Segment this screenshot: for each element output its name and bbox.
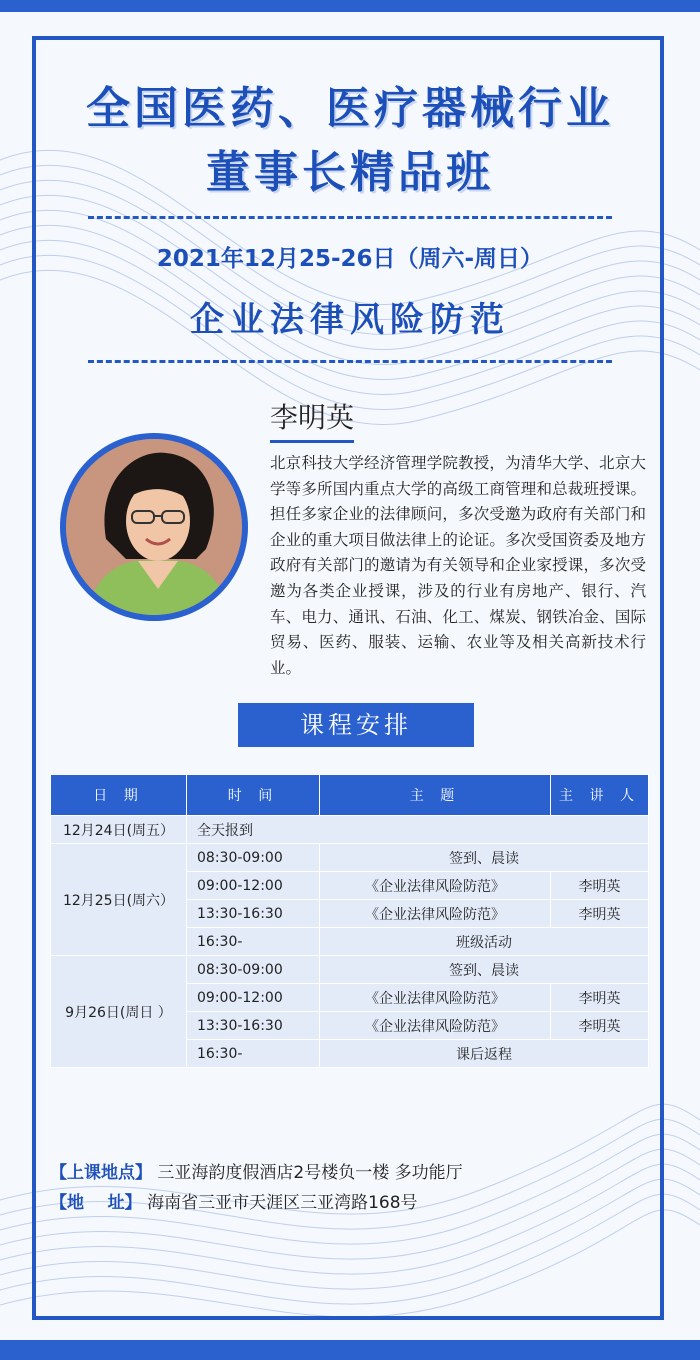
topic-cell: 《企业法律风险防范》 [320,872,551,900]
time-cell: 09:00-12:00 [187,872,320,900]
table-row [51,956,649,984]
address-label: 【地 址】 [50,1193,142,1213]
header-time: 时 间 [187,775,320,816]
time-cell: 08:30-09:00 [187,956,320,984]
speaker-cell: 李明英 [551,900,649,928]
title-line-1: 全国医药、医疗器械行业 [86,83,614,134]
topic-cell: 《企业法律风险防范》 [320,984,551,1012]
topic-cell: 课后返程 [320,1040,649,1068]
speaker-cell: 李明英 [551,872,649,900]
venue-label: 【上课地点】 [50,1163,152,1183]
speaker-bio: 北京科技大学经济管理学院教授，为清华大学、北京大学等多所国内重点大学的高级工商管理和总裁班授课。担任多家企业的法律顾问，多次受邀为政府有关部门和企业的重大项目做法律上的论证。多次受国资委及地方政府有关部门的邀请为有关领导和企业家授课，多次受邀为各类企业授课，涉及的行业有房地产、银行、汽车、电力、通讯、石油、化工、煤炭、钢铁冶金、国际贸易、医药、服装、运输、农业等及相关高新技术行业。 [270,454,646,677]
time-cell: 16:30- [187,1040,320,1068]
date-cell: 12月24日(周五） [51,816,187,844]
time-cell: 09:00-12:00 [187,984,320,1012]
title-line-2: 董事长精品班 [206,147,494,198]
event-date: 2021年12月25-26日（周六-周日） [156,246,544,272]
topic-cell: 班级活动 [320,928,649,956]
venue-value: 三亚海韵度假酒店2号楼负一楼 多功能厅 [157,1163,463,1183]
time-cell: 13:30-16:30 [187,1012,320,1040]
date-cell: 9月26日(周日 ） [51,956,187,1068]
divider-top [88,216,612,219]
schedule-header-row [51,775,649,816]
topic-cell: 《企业法律风险防范》 [320,900,551,928]
speaker-name: 李明英 [270,396,354,443]
table-row [51,816,649,844]
time-cell: 13:30-16:30 [187,900,320,928]
course-topic: 企业法律风险防范 [190,300,510,340]
divider-bottom [88,360,612,363]
date-cell: 12月25日(周六） [51,844,187,956]
speaker-portrait-icon [66,439,242,615]
speaker-avatar [60,433,248,621]
header-topic: 主 题 [320,775,551,816]
speaker-cell: 李明英 [551,1012,649,1040]
topic-cell: 签到、晨读 [320,844,649,872]
header-date: 日 期 [51,775,187,816]
time-cell: 08:30-09:00 [187,844,320,872]
table-row [51,844,649,872]
bottom-edge-band [0,1340,700,1360]
header-speaker: 主 讲 人 [551,775,649,816]
topic-cell: 签到、晨读 [320,956,649,984]
schedule-heading: 课程安排 [238,703,474,747]
address-line [50,1188,418,1213]
address-value: 海南省三亚市天涯区三亚湾路168号 [147,1193,418,1213]
venue-line [50,1158,463,1183]
topic-cell: 《企业法律风险防范》 [320,1012,551,1040]
schedule-table [50,774,649,1068]
speaker-cell: 李明英 [551,984,649,1012]
note-cell: 全天报到 [187,816,649,844]
time-cell: 16:30- [187,928,320,956]
